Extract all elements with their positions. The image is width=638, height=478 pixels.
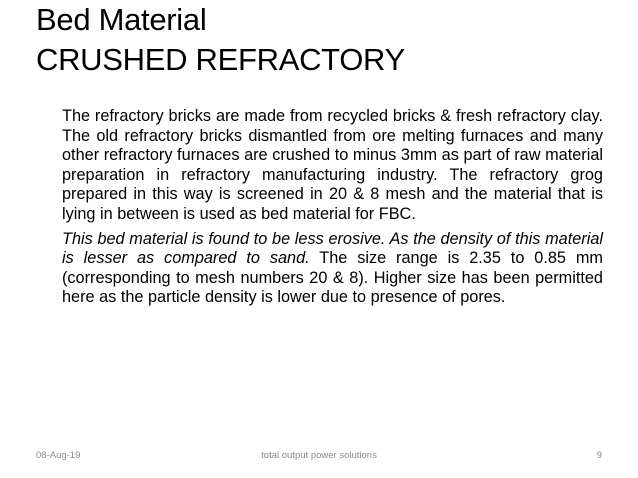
paragraph-1: The refractory bricks are made from recycled bricks & fresh refractory clay. The old refractory bricks dismantled from ore melting furnaces and many other refractory furnaces are crushed to minus 3mm as part of raw material preparation in refractory manufacturing industry. The refractory grog prepared in this way is screened in 20 & 8 mesh and the material that is lying in between is used as bed material for FBC. xyxy=(62,107,603,223)
slide-body xyxy=(62,107,603,313)
paragraph-2 xyxy=(62,230,603,308)
footer-date: 08-Aug-19 xyxy=(36,450,81,461)
footer-page-number: 9 xyxy=(596,450,602,461)
paragraph-2-italic: This bed material is found to be less erosive. As the density of this material is lesser as compared to sand. xyxy=(62,229,603,268)
paragraph-2-rest: The size range is 2.35 to 0.85 mm (corresponding to mesh numbers 20 & 8). Higher size has been permitted here as the particle density is lower due to presence of pores. xyxy=(62,249,603,307)
title-line-1: Bed Material xyxy=(36,2,207,37)
footer-center-text: total output power solutions xyxy=(261,450,377,461)
slide-title xyxy=(36,0,616,80)
title-line-2: CRUSHED REFRACTORY xyxy=(36,42,405,77)
